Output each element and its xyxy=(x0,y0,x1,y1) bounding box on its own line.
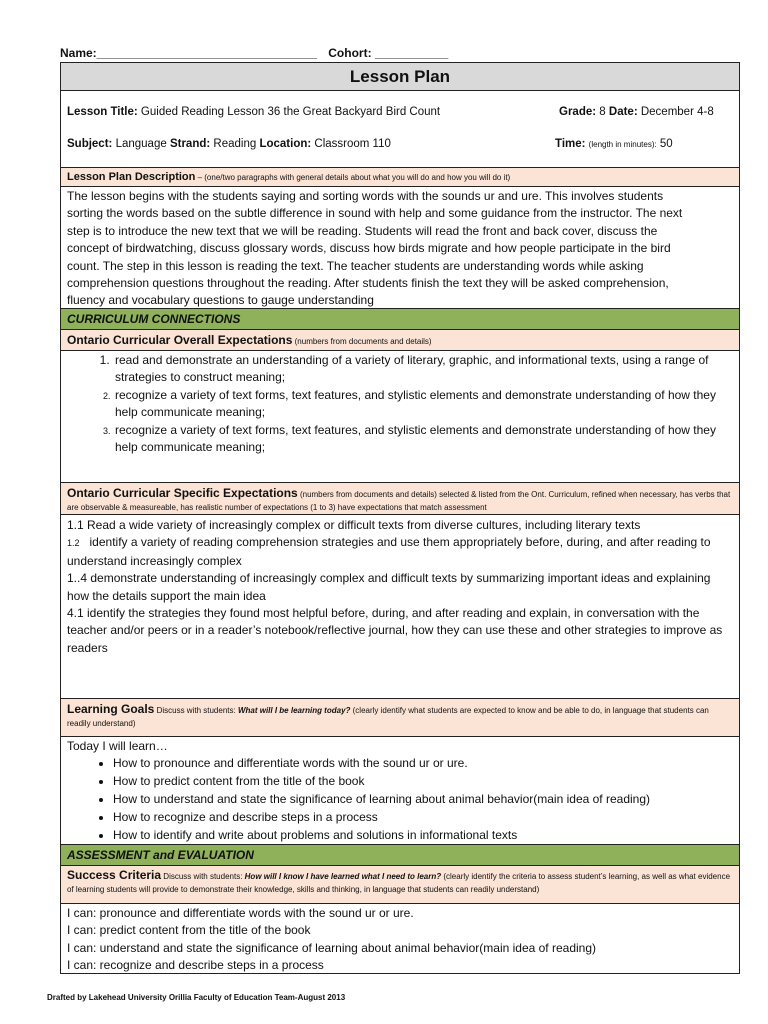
time-label: Time: xyxy=(555,138,586,150)
list-item: I can: understand and state the significance of learning about animal behavior(main idea of reading) xyxy=(67,940,597,955)
time-note: (length in minutes): xyxy=(588,140,657,149)
subject-label: Subject: xyxy=(67,138,113,150)
learning-goals-intro: Today I will learn… xyxy=(67,739,168,753)
description-line: fluency and vocabulary questions to gauge understanding xyxy=(67,293,374,308)
overall-expectations-list xyxy=(61,352,739,456)
description-line: sorting the words based on the subtle difference in sound with help and some guidance from the instructor. The next xyxy=(67,206,683,221)
lesson-title-line xyxy=(67,106,440,118)
learning-goals-label: Learning Goals xyxy=(67,702,155,716)
time-line xyxy=(555,138,673,150)
lesson-plan-table xyxy=(60,62,740,974)
list-item: I can: predict content from the title of the book xyxy=(67,923,311,938)
specific-expectations-body xyxy=(61,515,739,699)
overall-expectations-body xyxy=(61,351,739,483)
specific-expectations-label: Ontario Curricular Specific Expectations xyxy=(67,486,298,500)
learning-goals-list xyxy=(67,755,733,844)
time-value: 50 xyxy=(659,138,673,150)
location-label: Location: xyxy=(259,138,312,150)
learning-goals-header xyxy=(61,699,739,737)
overall-expectations-header xyxy=(61,330,739,351)
specific-expectations-header xyxy=(61,483,739,515)
subject-line xyxy=(67,138,391,150)
list-item: 1. read and demonstrate an understanding of a variety of literary, graphic, and informational texts, using a range of strategies to construct meaning; xyxy=(113,352,739,387)
strand-value: Reading xyxy=(213,138,257,150)
list-item xyxy=(67,534,733,570)
success-criteria-question: How will I know I have learned what I need to learn? xyxy=(244,872,442,881)
footer-credit: Drafted by Lakehead University Orillia Faculty of Education Team-August 2013 xyxy=(47,993,346,1002)
grade-value: 8 xyxy=(599,106,606,118)
grade-label: Grade: xyxy=(559,106,597,118)
description-header xyxy=(61,168,739,187)
list-item: 1..4 demonstrate understanding of increasingly complex and difficult texts by summarizing important ideas and explaining how the details support the main idea xyxy=(67,571,711,603)
learning-goals-question: What will I be learning today? xyxy=(237,706,351,715)
description-line: step is to introduce the new text that we will be reading. Students will read the front and back cover, discuss the xyxy=(67,223,658,238)
description-label: Lesson Plan Description xyxy=(67,171,196,183)
page-title: Lesson Plan xyxy=(61,63,739,91)
item-number: 1.2 xyxy=(67,538,80,549)
list-item: 1.1 Read a wide variety of increasingly complex or difficult texts from diverse cultures, including literary texts xyxy=(67,518,641,532)
list-item: • How to recognize and describe steps in a process xyxy=(113,809,733,827)
list-item: • How to predict content from the title of the book xyxy=(113,773,733,791)
learning-goals-body xyxy=(61,737,739,845)
name-field[interactable]: Name:_________________________________ xyxy=(60,46,317,60)
grade-date-line xyxy=(559,106,714,118)
description-line: comprehension questions throughout the reading. After students finish the text they will be asked comprehension, xyxy=(67,276,669,291)
cohort-field[interactable]: Cohort: ___________ xyxy=(328,46,449,60)
description-line: count. The step in this lesson is reading the text. The teacher students are understanding words while asking xyxy=(67,258,644,273)
list-item: I can: pronounce and differentiate words with the sound ur or ure. xyxy=(67,906,414,920)
success-criteria-note-suffix: (clearly identify the criteria to assess student’s learning, as well as what evidence of learning students will provide to demonstrate their knowledge, skills and thinking, in language that students can readily understand) xyxy=(67,872,731,894)
name-cohort-line xyxy=(60,46,456,60)
assessment-header: ASSESSMENT and EVALUATION xyxy=(61,845,739,866)
list-item: • How to pronounce and differentiate words with the sound ur or ure. xyxy=(113,755,733,773)
date-label: Date: xyxy=(608,106,638,118)
subject-value: Language xyxy=(115,138,167,150)
lesson-title-value: Guided Reading Lesson 36 the Great Backyard Bird Count xyxy=(140,106,441,118)
description-line: The lesson begins with the students saying and sorting words with the sounds ur and ure. This involves students xyxy=(67,189,664,203)
list-item: 4.1 identify the strategies they found most helpful before, during, and after reading and explain, in conversation with the teacher and/or peers or in a reader’s notebook/reflective journal, how they can use these and other strategies to improve as readers xyxy=(67,606,723,655)
lesson-info xyxy=(61,91,739,168)
list-item: • How to understand and state the significance of learning about animal behavior(main idea of reading) xyxy=(113,791,733,809)
list-item: 3. recognize a variety of text forms, text features, and stylistic elements and demonstrate understanding of how they help communicate meaning; xyxy=(113,422,739,457)
learning-goals-note-prefix: Discuss with students: xyxy=(154,706,238,715)
item-text: identify a variety of reading comprehension strategies and use them appropriately before, during, and after reading to understand increasingly complex xyxy=(67,535,711,568)
specific-expectations-note: (numbers from documents and details) selected & listed from the Ont. Curriculum, refined when necessary, has verbs that are observable & measureable, has realistic number of expectations (1 to 3) have expectations that match assessment xyxy=(67,490,731,512)
description-line: concept of birdwatching, discuss glossary words, discuss how birds migrate and how people participate in the bird xyxy=(67,241,671,256)
location-value: Classroom 110 xyxy=(314,138,391,150)
success-criteria-note-prefix: Discuss with students: xyxy=(161,872,245,881)
overall-expectations-label: Ontario Curricular Overall Expectations xyxy=(67,333,293,347)
list-item: 2. recognize a variety of text forms, text features, and stylistic elements and demonstrate understanding of how they help communicate meaning; xyxy=(113,387,739,422)
curriculum-connections-header: CURRICULUM CONNECTIONS xyxy=(61,309,739,330)
description-body xyxy=(61,187,739,309)
list-item: • How to identify and write about problems and solutions in informational texts xyxy=(113,827,733,845)
success-criteria-label: Success Criteria xyxy=(67,868,162,882)
list-item: I can: recognize and describe steps in a process xyxy=(67,958,324,973)
success-criteria-body xyxy=(61,904,739,973)
overall-expectations-note: (numbers from documents and details) xyxy=(292,337,432,346)
success-criteria-header xyxy=(61,866,739,904)
lesson-title-label: Lesson Title: xyxy=(67,106,138,118)
description-note: – (one/two paragraphs with general details about what you will do and how you will do it) xyxy=(195,173,511,182)
learning-goals-note-suffix: (clearly identify what students are expected to know and be able to do, in language that students can readily understand) xyxy=(67,706,709,728)
date-value: December 4-8 xyxy=(640,106,714,118)
strand-label: Strand: xyxy=(169,138,211,150)
